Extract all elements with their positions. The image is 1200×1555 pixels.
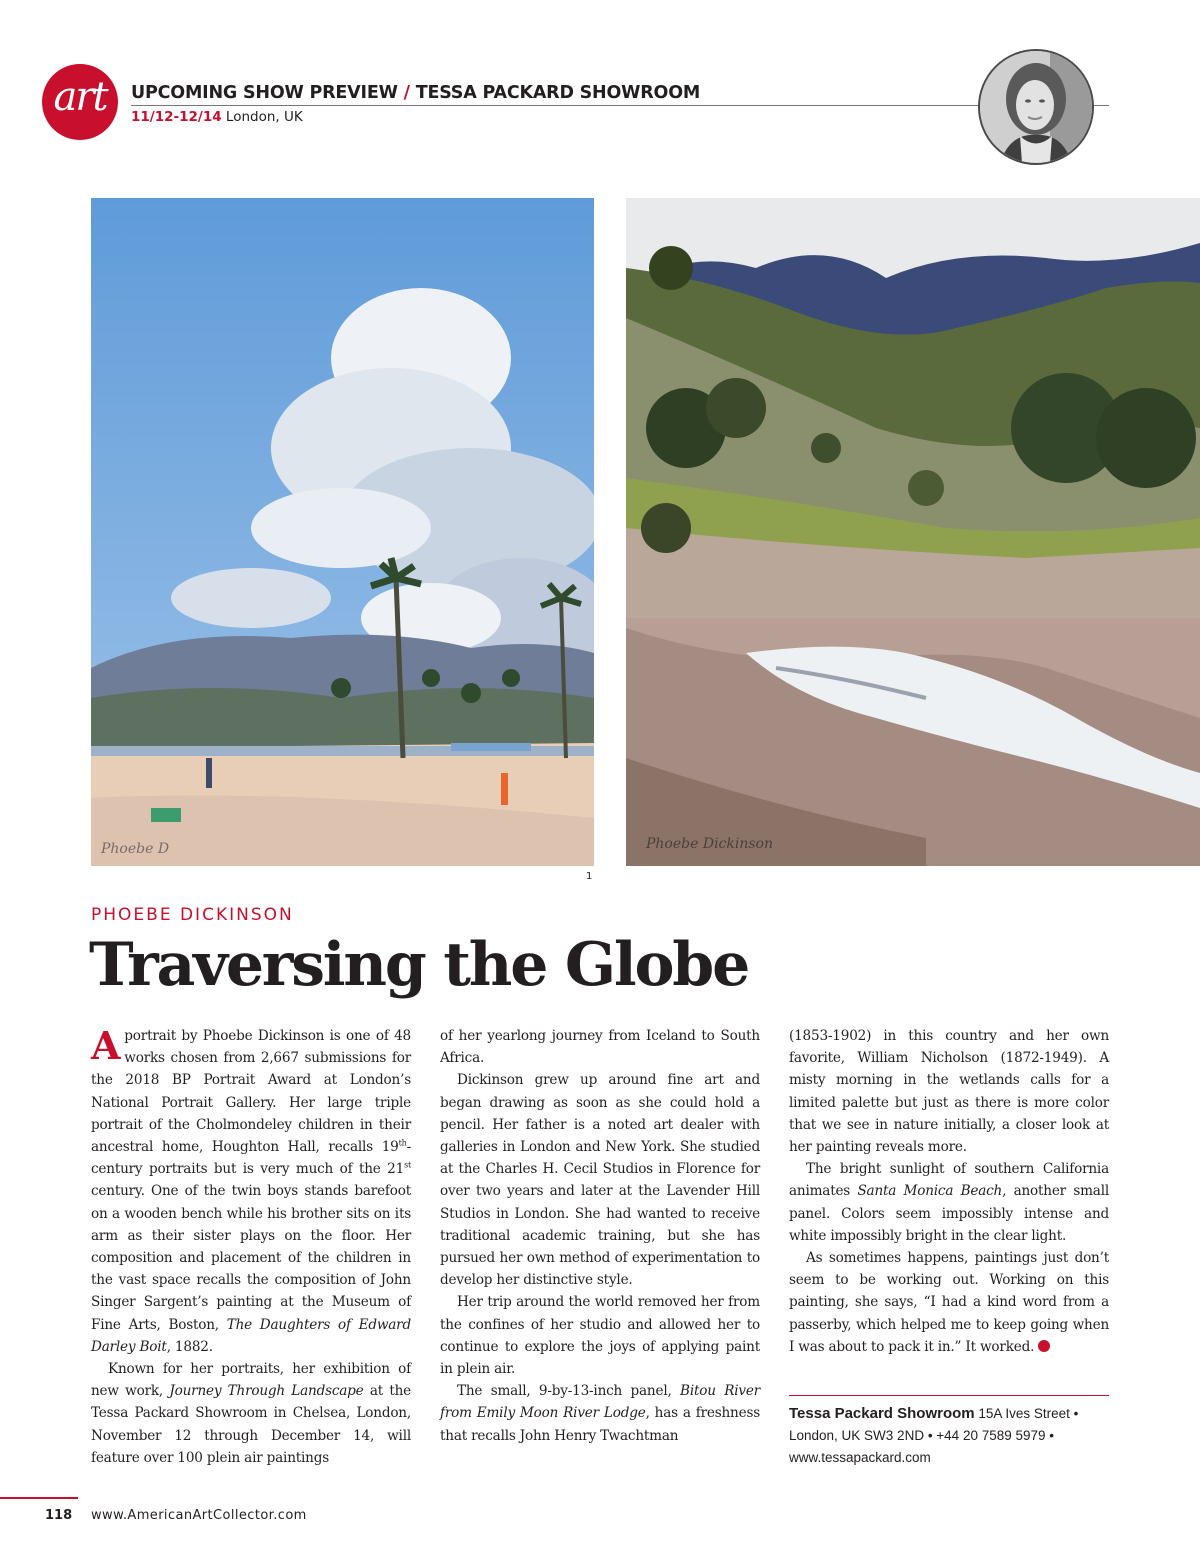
venue-label: TESSA PACKARD SHOWROOM: [415, 83, 701, 103]
paragraph: (1853-1902) in this country and her own favorite, William Nicholson (1872-1949). A misty morning in the wetlands calls for a limited palette but just as there is more color that we see in nature initially, a closer look at her painting reveals more.: [789, 1028, 1109, 1156]
gallery-address-1: 15A Ives Street •: [974, 1406, 1079, 1421]
article-column-3: [789, 1025, 1109, 1358]
painting-santa-monica-beach: [91, 198, 594, 866]
paragraph: of her yearlong journey from Iceland to South Africa.: [440, 1028, 760, 1067]
page-number: 118: [45, 1508, 73, 1523]
gallery-address-2: London, UK SW3 2ND • +44 20 7589 5979 •: [789, 1428, 1055, 1443]
gallery-name: Tessa Packard Showroom: [789, 1405, 975, 1422]
painting-bitou-river: [626, 198, 1200, 866]
paragraph: [91, 1025, 411, 1358]
exhibition-title: Journey Through Landscape: [169, 1383, 364, 1400]
magazine-website[interactable]: www.AmericanArtCollector.com: [91, 1508, 307, 1523]
painting2-signature: Phoebe Dickinson: [646, 836, 773, 852]
info-divider: [789, 1395, 1109, 1396]
text-run: , has a freshness that recalls John Henry Twachtman: [440, 1405, 760, 1444]
text-run: century. One of the twin boys stands barefoot on a wooden bench while his brother sits on its arm as their sister plays on the floor. Her composition and placement of the children in the vast space recalls the composition of John Singer Sargent’s painting at the Museum of Fine Arts, Boston,: [91, 1183, 411, 1333]
header-separator: /: [403, 83, 410, 103]
paragraph: Dickinson grew up around fine art and began drawing as soon as she could hold a pencil. Her father is a noted art dealer with galleries in London and New York. She studied at the Charles H. Cecil Studios in Florence for over two years and later at the Lavender Hill Studios in London. She had wanted to receive traditional academic training, but she has pursued her own method of experimentation to develop her distinctive style.: [440, 1072, 760, 1289]
superscript: th: [398, 1138, 407, 1148]
artwork-title: Bitou River from Emily Moon River Lodge: [440, 1383, 761, 1422]
paragraph: [789, 1247, 1109, 1358]
text-run: at the Tessa Packard Showroom in Chelsea, London, November 12 through December 14, will feature over 100 plein air paintings: [91, 1383, 411, 1466]
article-headline: Traversing the Globe: [89, 930, 749, 1000]
paragraph: [440, 1380, 760, 1447]
text-run: -century portraits but is very much of the 21: [91, 1139, 411, 1178]
text-run: The bright sunlight of southern California animates: [789, 1161, 1109, 1200]
show-dates-line: [131, 109, 303, 125]
section-header: [131, 83, 700, 103]
text-run: , another small panel. Colors seem impossibly intense and white impossibly bright in the clear light.: [789, 1183, 1109, 1244]
gallery-website[interactable]: www.tessapackard.com: [789, 1450, 931, 1465]
paragraph: Her trip around the world removed her from the confines of her studio and allowed her to continue to explore the joys of applying paint in plein air.: [440, 1294, 760, 1378]
artist-portrait-photo: [978, 49, 1094, 165]
text-run: As sometimes happens, paintings just don’t seem to be working out. Working on this painting, she says, “I had a kind word from a passerby, which helped me to keep going when I was about to pack it in.” It worked.: [789, 1250, 1109, 1355]
gallery-info: [789, 1403, 1119, 1469]
figure-number: 1: [586, 871, 593, 882]
text-run: portrait by Phoebe Dickinson is one of 48 works chosen from 2,667 submissions for the 2018 BP Portrait Award at London’s National Portrait Gallery. Her large triple portrait of the Cholmondeley children in their ancestral home, Houghton Hall, recalls 19: [91, 1028, 411, 1156]
header-divider: [131, 105, 1109, 106]
painting1-signature: Phoebe D: [101, 841, 170, 857]
drop-cap: A: [91, 1023, 121, 1068]
text-run: Known for her portraits, her exhibition of new work,: [91, 1361, 411, 1400]
section-label: UPCOMING SHOW PREVIEW: [131, 83, 398, 103]
end-mark-icon: [1038, 1340, 1050, 1352]
artwork-title: The Daughters of Edward Darley Boit: [91, 1316, 411, 1355]
artwork-title: Santa Monica Beach: [857, 1183, 1003, 1200]
magazine-logo: [42, 64, 118, 140]
text-run: The small, 9-by-13-inch panel,: [457, 1383, 681, 1400]
article-column-2: [440, 1025, 760, 1447]
footer-rule: [0, 1497, 78, 1499]
paragraph: [91, 1358, 411, 1469]
superscript: st: [404, 1160, 411, 1170]
article-column-1: [91, 1025, 411, 1469]
show-location: London, UK: [225, 109, 303, 125]
artist-name-kicker: PHOEBE DICKINSON: [91, 905, 294, 925]
show-dates: 11/12-12/14: [131, 109, 222, 125]
logo-text: art: [53, 74, 107, 120]
paragraph: [789, 1158, 1109, 1247]
text-run: , 1882.: [166, 1338, 213, 1355]
